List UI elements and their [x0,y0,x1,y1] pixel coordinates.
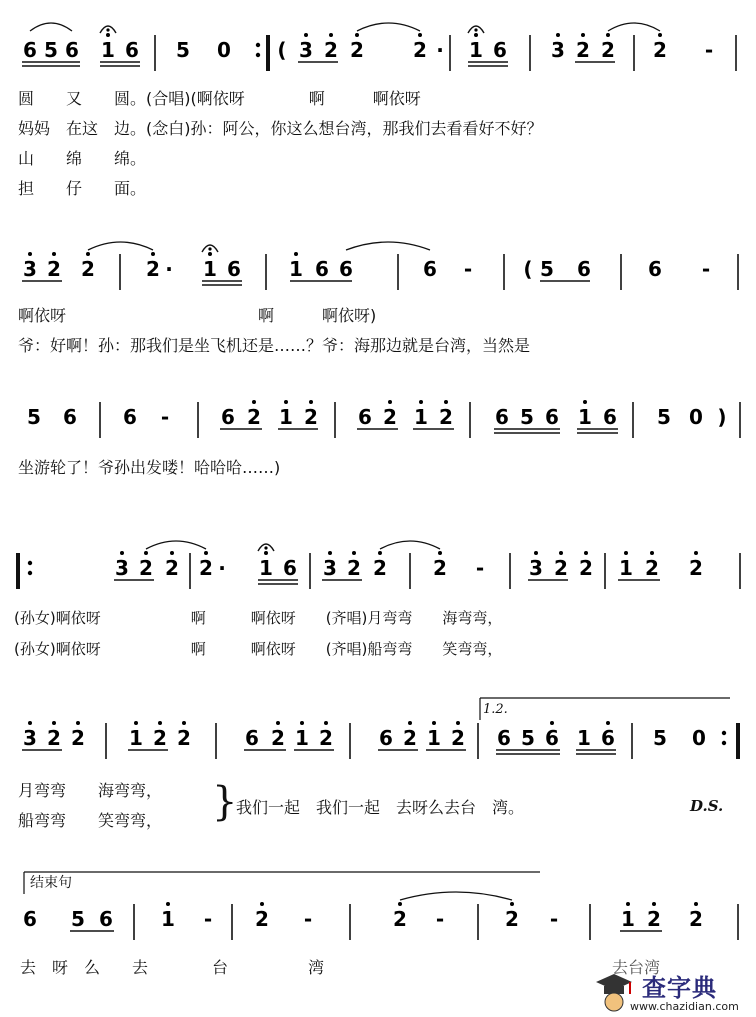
note-digit: 3 [23,257,37,281]
note-digit: 6 [315,257,329,281]
note-digit: 2 [47,726,61,750]
note-digit: 6 [99,907,113,931]
note-digit: 6 [545,726,559,750]
note-digit: 1 [414,405,428,429]
watermark-logo: 查字典 [642,974,717,1002]
note-digit: 2 [199,556,213,580]
note-digit: 2 [319,726,333,750]
lyric-line: 圆 又 圆。(合唱)(啊依呀 啊 啊依呀 [18,89,421,108]
note-digit: 1 [203,257,217,281]
note-digit: 2 [601,38,615,62]
note-digit: 2 [433,556,447,580]
note-digit: 6 [497,726,511,750]
note-digit: 2 [645,556,659,580]
note-digit: 1 [161,907,175,931]
note-digit: 5 [657,405,671,429]
note-digit: 6 [23,38,37,62]
note-digit: 2 [383,405,397,429]
note-digit: 6 [379,726,393,750]
note-digit: - [549,907,559,931]
note-digit: ( [277,38,287,62]
note-digit: 6 [648,257,662,281]
lyric-line: (孙女)啊依呀 啊 啊依呀 (齐唱)月弯弯 海弯弯， [14,609,503,627]
note-digit: 0 [689,405,703,429]
note-digit: 6 [283,556,297,580]
note-digit: 6 [227,257,241,281]
note-digit: 2 [647,907,661,931]
note-digit: 5 [71,907,85,931]
note-digit: 2 [177,726,191,750]
note-digit: 2 [554,556,568,580]
note-digit: 2 [579,556,593,580]
note-digit: 2 [403,726,417,750]
note-digit: 1 [279,405,293,429]
note-digit: 1 [129,726,143,750]
note-digit: 2 [439,405,453,429]
note-digit: 3 [529,556,543,580]
note-digit: 6 [577,257,591,281]
note-digit: 2 [689,556,703,580]
note-digit: 2 [247,405,261,429]
note-digit: - [704,38,714,62]
note-digit: 6 [423,257,437,281]
note-digit: 1 [619,556,633,580]
note-digit: 1 [289,257,303,281]
lyric-line: 去 呀 么 去 台 湾 [20,958,325,977]
note-digit: 0 [692,726,706,750]
note-digit: 6 [125,38,139,62]
note-digit: · [165,257,173,281]
note-digit: 2 [689,907,703,931]
note-digit: 1 [427,726,441,750]
note-digit: 1 [101,38,115,62]
note-digit: 5 [653,726,667,750]
note-digit: 5 [540,257,554,281]
note-digit: 5 [520,405,534,429]
note-digit: ) [717,405,727,429]
note-digit: 1 [578,405,592,429]
note-digit: 6 [495,405,509,429]
note-digit: - [203,907,213,931]
note-digit: 2 [413,38,427,62]
note-digit: 3 [299,38,313,62]
note-digit: 2 [47,257,61,281]
graduation-cap-icon [594,968,634,1012]
note-digit: 2 [505,907,519,931]
note-digit: 2 [71,726,85,750]
note-digit: 2 [324,38,338,62]
note-digit: 2 [255,907,269,931]
note-digit: - [303,907,313,931]
ending-label: 结束句 [30,875,72,891]
lyric-line: 我们一起 我们一起 去呀么去台 湾。 [236,798,525,817]
note-digit: 1 [621,907,635,931]
lyric-line: 坐游轮了！爷孙出发喽！哈哈哈……) [18,458,281,477]
note-digit: ( [523,257,533,281]
lyric-line: 山 绵 绵。 [18,149,147,168]
note-digit: 6 [123,405,137,429]
note-digit: · [218,556,226,580]
note-digit: 6 [545,405,559,429]
note-digit: 3 [323,556,337,580]
note-digit: 2 [350,38,364,62]
lyric-brace: } [212,779,238,825]
note-digit: 2 [373,556,387,580]
note-digit: 6 [221,405,235,429]
note-digit: - [475,556,485,580]
note-digit: 3 [551,38,565,62]
note-digit: 6 [63,405,77,429]
note-digit: - [463,257,473,281]
note-digit: 6 [603,405,617,429]
note-digit: 2 [393,907,407,931]
note-digit: 2 [271,726,285,750]
lyric-line: (孙女)啊依呀 啊 啊依呀 (齐唱)船弯弯 笑弯弯， [14,640,503,658]
note-digit: 2 [304,405,318,429]
lyric-line: 月弯弯 海弯弯， [18,781,163,800]
note-digit: 2 [653,38,667,62]
note-digit: 6 [245,726,259,750]
note-digit: 6 [65,38,79,62]
note-digit: 1 [469,38,483,62]
ds-mark: D.S. [690,797,724,815]
note-digit: 6 [23,907,37,931]
note-digit: 1 [295,726,309,750]
lyric-line: 妈妈 在这 边。(念白)孙：阿公，你这么想台湾，那我们去看看好不好？ [18,119,543,138]
note-digit: - [435,907,445,931]
lyric-line: 担 仔 面。 [18,179,147,198]
note-digit: 5 [521,726,535,750]
note-digit: 2 [347,556,361,580]
lyric-line: 去台湾 [612,958,661,977]
note-digit: 1 [577,726,591,750]
note-digit: 2 [146,257,160,281]
note-digit: 5 [27,405,41,429]
note-digit: 2 [165,556,179,580]
watermark [586,964,756,1017]
note-digit: 0 [217,38,231,62]
note-digit: 2 [576,38,590,62]
note-digit: 1 [259,556,273,580]
note-digit: 3 [115,556,129,580]
note-digit: 2 [139,556,153,580]
volta-label: 1.2. [483,702,508,717]
note-digit: 5 [176,38,190,62]
note-digit: 6 [493,38,507,62]
note-digit: - [701,257,711,281]
watermark-url: www.chazidian.com [630,1000,739,1013]
note-digit: 6 [358,405,372,429]
note-digit: - [160,405,170,429]
note-digit: 3 [23,726,37,750]
note-digit: · [436,38,444,62]
note-digit: 6 [601,726,615,750]
note-digit: 6 [339,257,353,281]
lyric-line: 啊依呀 啊 啊依呀) [18,306,377,325]
note-digit: 2 [81,257,95,281]
lyric-line: 船弯弯 笑弯弯， [18,811,163,830]
note-digit: 2 [153,726,167,750]
note-digit: 5 [44,38,58,62]
note-digit: 2 [451,726,465,750]
lyric-line: 爷：好啊！孙：那我们是坐飞机还是……？爷：海那边就是台湾，当然是 [18,336,531,355]
